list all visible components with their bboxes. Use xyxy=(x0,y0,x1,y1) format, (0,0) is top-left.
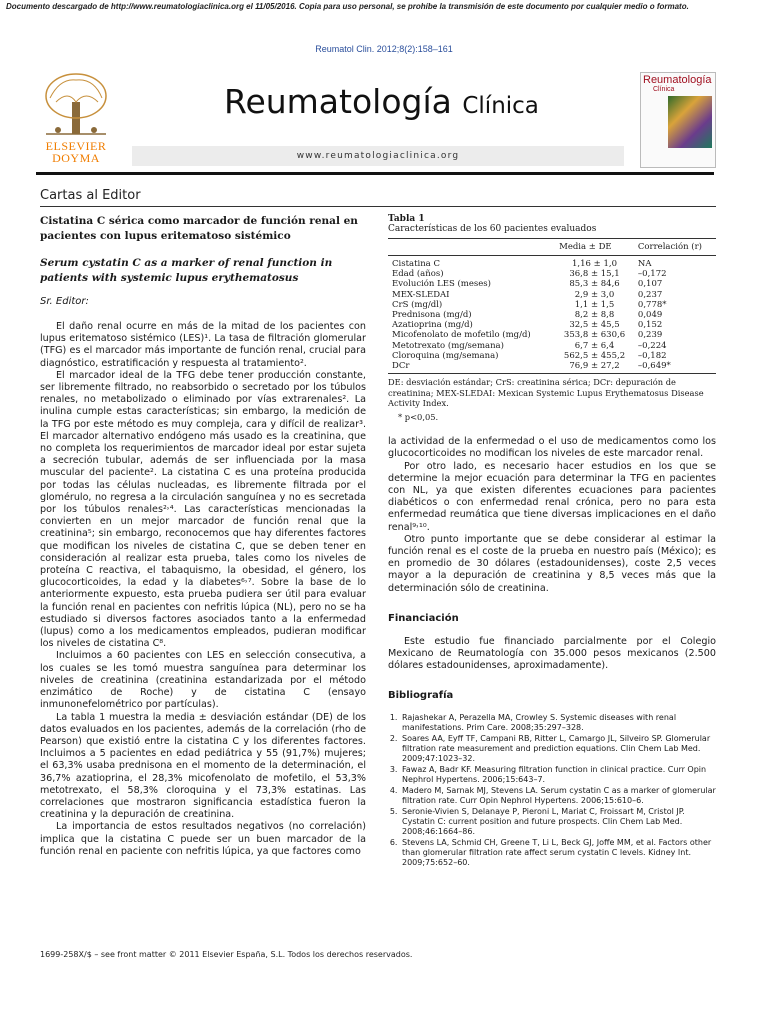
table-row: Evolución LES (meses) 85,3 ± 84,6 0,107 xyxy=(392,279,663,290)
cover-title: Reumatología xyxy=(643,74,712,86)
funding-paragraph: Este estudio fue financiado parcialmente por el Colegio Mexicano de Reumatología con 35.000 pesos mexicanos (2.500 dólares estadounidenses, aproximadamente). xyxy=(388,635,716,672)
table-footnote: DE: desviación estándar; CrS: creatinina sérica; DCr: depuración de creatinina; MEX-SLEDAI: Mexican Systemic Lupus Erythematosus Disease Activity Index. xyxy=(388,377,704,409)
table-label: Tabla 1 xyxy=(388,214,425,224)
article-title-en: Serum cystatin C as a marker of renal function in patients with systemic lupus erythematosus xyxy=(40,257,333,284)
cover-artwork xyxy=(668,96,712,148)
body-paragraph: El daño renal ocurre en más de la mitad de los pacientes con lupus eritematoso sistémico (LES)¹. La tasa de filtración glomerular (TFG) es el marcador más importante de función renal, crucial para diagnóstico, estratificación y respuesta al tratamiento². xyxy=(40,321,366,369)
body-paragraph: la actividad de la enfermedad o el uso de medicamentos como los glucocorticoides no modifican los niveles de este marcador renal. xyxy=(388,436,716,460)
body-paragraph: Por otro lado, es necesario hacer estudios en los que se determine la mejor ecuación para determinar la TFG en pacientes con NL, ya que existen diferentes ecuaciones para pacientes diabéticos o con enfermedad renal crónica, pero no para esta enfermedad reumática que tiene diversas implicaciones en el daño renal⁹˒¹⁰. xyxy=(388,460,716,533)
section-rule xyxy=(40,206,716,207)
reference-item[interactable]: 4. Madero M, Sarnak MJ, Stevens LA. Serum cystatin C as a marker of glomerular filtration rate. Curr Opin Nephrol Hypertens. 2006;15:610–6. xyxy=(400,786,716,806)
reference-item[interactable]: 6. Stevens LA, Schmid CH, Greene T, Li L, Beck GJ, Joffe MM, et al. Factors other than glomerular filtration rate affect serum cystatin C levels. Kidney Int. 2009;75:652–60. xyxy=(400,838,716,868)
journal-title: Reumatología Clínica xyxy=(224,82,539,121)
table-row: DCr 76,9 ± 27,2 –0,649* xyxy=(388,361,716,374)
section-label: Cartas al Editor xyxy=(40,188,141,203)
table-row: CrS (mg/dl) 1,1 ± 1,5 0,778* xyxy=(392,299,667,310)
publisher-name: ELSEVIER DOYMA xyxy=(45,139,107,165)
table-row: Cloroquina (mg/semana) 562,5 ± 455,2 –0,182 xyxy=(392,350,667,361)
table-header: Media ± DE xyxy=(555,239,634,256)
body-paragraph: El marcador ideal de la TFG debe tener producción constante, ser libremente filtrado, no reabsorbido o secretado por los túbulos renales, no metabolizado o eliminado por vías extrarenales². La inulina cumple estas características; sin embargo, la medición de la TFG por este método es muy compleja, cara y difícil de realizar³. El marcador alternativo endógeno más usado es la creatinina, que no completa los requerimientos de marcador ideal por estar sujeta a secreción tubular, además de ser influenciada por la masa muscular del paciente². La cistatina C es una proteína producida por todas las células nucleadas, es libremente filtrada por el glomérulo, no regresa a la circulación sanguínea y no es secretada por los túbulos renales²˒⁴. Las características mencionadas la convierten en un mejor marcador de función renal que la creatinina⁵; sin embargo, reconocemos que hay diferentes factores que modifican los niveles de cistatina C, que se deben tener en consideración al realizar esta prueba, tales como los niveles de proteína C reactiva, el tabaquismo, la obesidad, el género, los glucocorticoides, la edad y la diabetes⁶˒⁷. Sobre la base de lo anteriormente expuesto, esta prueba pudiera ser útil para evaluar la función renal en pacientes con nefritis lúpica (NL), pero no se ha estudiado si diversos factores asociados tanto a la enfermedad (lupus) como a los medicamentos empleados, pudieran modificar los niveles de cistatina C⁸. xyxy=(40,369,366,650)
journal-url[interactable]: www.reumatologiaclinica.org xyxy=(296,151,460,161)
table-row: MEX-SLEDAI 2,9 ± 3,0 0,237 xyxy=(392,289,663,300)
copyright-footer: 1699-258X/$ – see front matter © 2011 Elsevier España, S.L. Todos los derechos reservados. xyxy=(40,950,413,959)
article-title-es: Cistatina C sérica como marcador de función renal en pacientes con lupus eritematoso sistémico xyxy=(40,215,358,242)
reference-item[interactable]: 2. Soares AA, Eyff TF, Campani RB, Ritter L, Camargo JL, Silveiro SP. Glomerular filtration rate measurement and prediction equations. Clin Chem Lab Med. 2009;47:1023–32. xyxy=(400,734,716,764)
table-row: Edad (años) 36,8 ± 15,1 –0,172 xyxy=(392,269,667,280)
body-paragraph: Otro punto importante que se debe considerar al estimar la función renal es el coste de la prueba en nuestro país (México); es en promedio de 30 dólares (estadounidenses), coste 2,5 veces mayor a la depuración de creatinina y 8,5 veces más que la determinación sólo de creatinina. xyxy=(388,533,716,594)
table-row: Metotrexato (mg/semana) 6,7 ± 6,4 –0,224 xyxy=(392,340,667,351)
table-row: Prednisona (mg/d) 8,2 ± 8,8 0,049 xyxy=(392,310,663,321)
journal-citation[interactable]: Reumatol Clin. 2012;8(2):158–161 xyxy=(315,44,453,54)
body-paragraph: La tabla 1 muestra la media ± desviación estándar (DE) de los datos evaluados en los pacientes, además de la correlación (rho de Pearson) que existió entre la cistatina C y los diferentes factores. Incluimos a 5 pacientes en edad pediátrica y 55 (91,7%) mujeres; el 63,3% usaba prednisona en el momento de la determinación, el 36,7% azatioprina, el 28,3% micofenolato de mofetilo, el 53,3% metotrexato, el 58,3% cloroquina y el 73,3% estatinas. Las correlaciones que mostraron significancia estadística fueron la creatinina y la depuración de creatinina. xyxy=(40,711,366,821)
table-caption: Características de los 60 pacientes evaluados xyxy=(388,224,597,234)
patient-characteristics-table xyxy=(388,238,716,374)
funding-heading: Financiación xyxy=(388,612,459,624)
right-column xyxy=(388,214,716,869)
table-row: Cistatina C 1,16 ± 1,0 NA xyxy=(392,259,652,269)
salutation: Sr. Editor: xyxy=(40,296,89,307)
reference-item[interactable]: 3. Fawaz A, Badr KF. Measuring filtration function in clinical practice. Curr Opin Nephrol Hypertens. 2006;15:643–7. xyxy=(400,765,716,785)
table-row: Micofenolato de mofetilo (mg/d) 353,8 ± 630,6 0,239 xyxy=(392,330,663,341)
table-significance-note: * p<0,05. xyxy=(398,411,439,422)
table-header xyxy=(388,239,555,256)
body-paragraph: Incluimos a 60 pacientes con LES en selección consecutiva, a los cuales se les tomó muestra sanguínea para determinar los niveles de creatinina (creatinina estandarizada por el método enzimático de Roche) y de cistatina C (ensayo inmunonefelométrico por partículas). xyxy=(40,650,366,711)
reference-list xyxy=(388,713,716,868)
reference-item[interactable]: 5. Seronie-Vivien S, Delanaye P, Pieroni L, Mariat C, Froissart M, Cristol JP. Cystatin C: current position and future prospects. Clin Chem Lab Med. 2008;46:1664–86. xyxy=(400,807,716,837)
body-paragraph: La importancia de estos resultados negativos (no correlación) implica que la cistatina C puede ser un buen marcador de la función renal en paciente con nefritis lúpica, ya que factores como xyxy=(40,821,366,857)
reference-item[interactable]: 1. Rajashekar A, Perazella MA, Crowley S. Systemic diseases with renal manifestations. Prim Care. 2008;35:297–328. xyxy=(400,713,716,733)
table-header: Correlación (r) xyxy=(634,239,716,256)
cover-subtitle: Clínica xyxy=(653,86,675,93)
header-rule xyxy=(36,172,714,175)
bibliography-heading: Bibliografía xyxy=(388,690,454,702)
download-notice: Documento descargado de http://www.reumatologiaclinica.org el 11/05/2016. Copia para uso personal, se prohíbe la transmisión de este documento por cualquier medio o formato. xyxy=(6,2,689,11)
left-column xyxy=(40,214,366,858)
table-row: Azatioprina (mg/d) 32,5 ± 45,5 0,152 xyxy=(392,320,663,331)
